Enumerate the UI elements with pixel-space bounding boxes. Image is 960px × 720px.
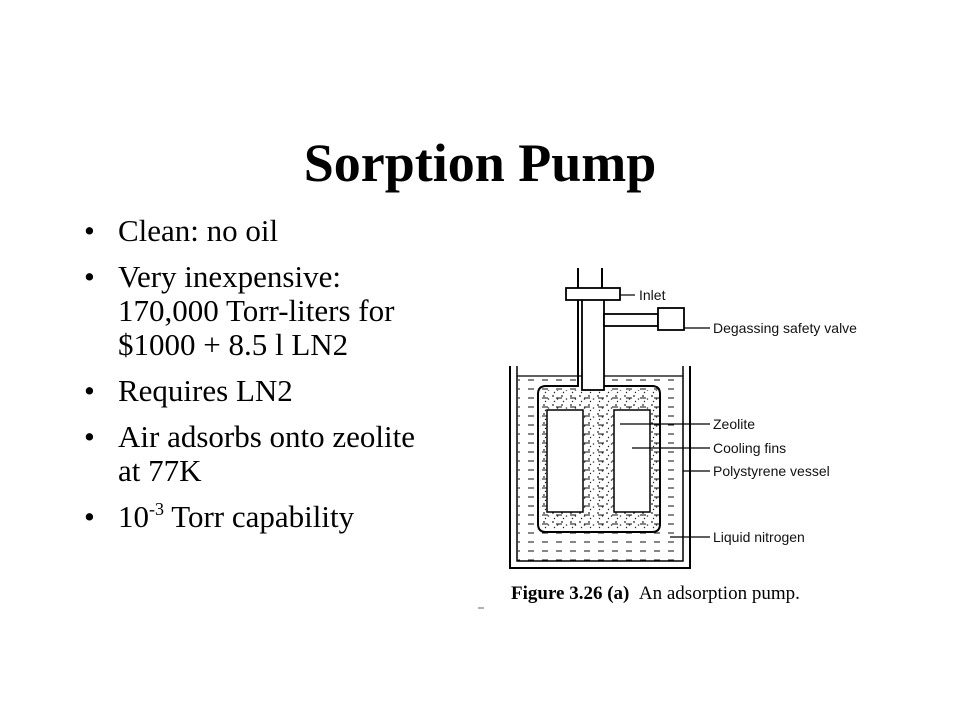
vessel-label: Polystyrene vessel (713, 463, 830, 479)
bullet-item (84, 374, 424, 408)
bullet-item (84, 500, 424, 534)
caption-number: Figure 3.26 (a) (511, 583, 630, 604)
pump-figure (470, 268, 940, 624)
bullet-exponent: -3 (149, 499, 164, 519)
pump-diagram (470, 268, 940, 624)
bullet-base: 10 (118, 499, 149, 534)
inlet-label: Inlet (639, 287, 666, 303)
bullet-text: Very inexpensive: 170,000 Torr-liters for $1000 + 8.5 l LN2 (118, 259, 395, 362)
bullet-text: Requires LN2 (118, 373, 293, 408)
fins-label: Cooling fins (713, 440, 787, 456)
bullet-rest: Torr capability (164, 499, 355, 534)
caption-text: An adsorption pump. (638, 583, 800, 604)
figure-caption (511, 583, 800, 605)
bullet-text: Air adsorbs onto zeolite at 77K (118, 419, 416, 488)
nitrogen-label: Liquid nitrogen (713, 529, 805, 545)
fin-right (614, 410, 650, 512)
bullet-item (84, 420, 424, 488)
bullet-item (84, 214, 424, 248)
bullet-list (84, 214, 424, 546)
zeolite-label: Zeolite (713, 416, 756, 432)
bullet-item (84, 260, 424, 362)
valve-label: Degassing safety valve (713, 320, 857, 336)
bullet-text: Clean: no oil (118, 213, 279, 248)
fin-left (547, 410, 583, 512)
valve-body (658, 308, 684, 330)
slide-title: Sorption Pump (303, 133, 657, 194)
inlet-pipe (582, 290, 604, 390)
valve-arm (604, 314, 658, 326)
inlet-flange (566, 288, 620, 300)
